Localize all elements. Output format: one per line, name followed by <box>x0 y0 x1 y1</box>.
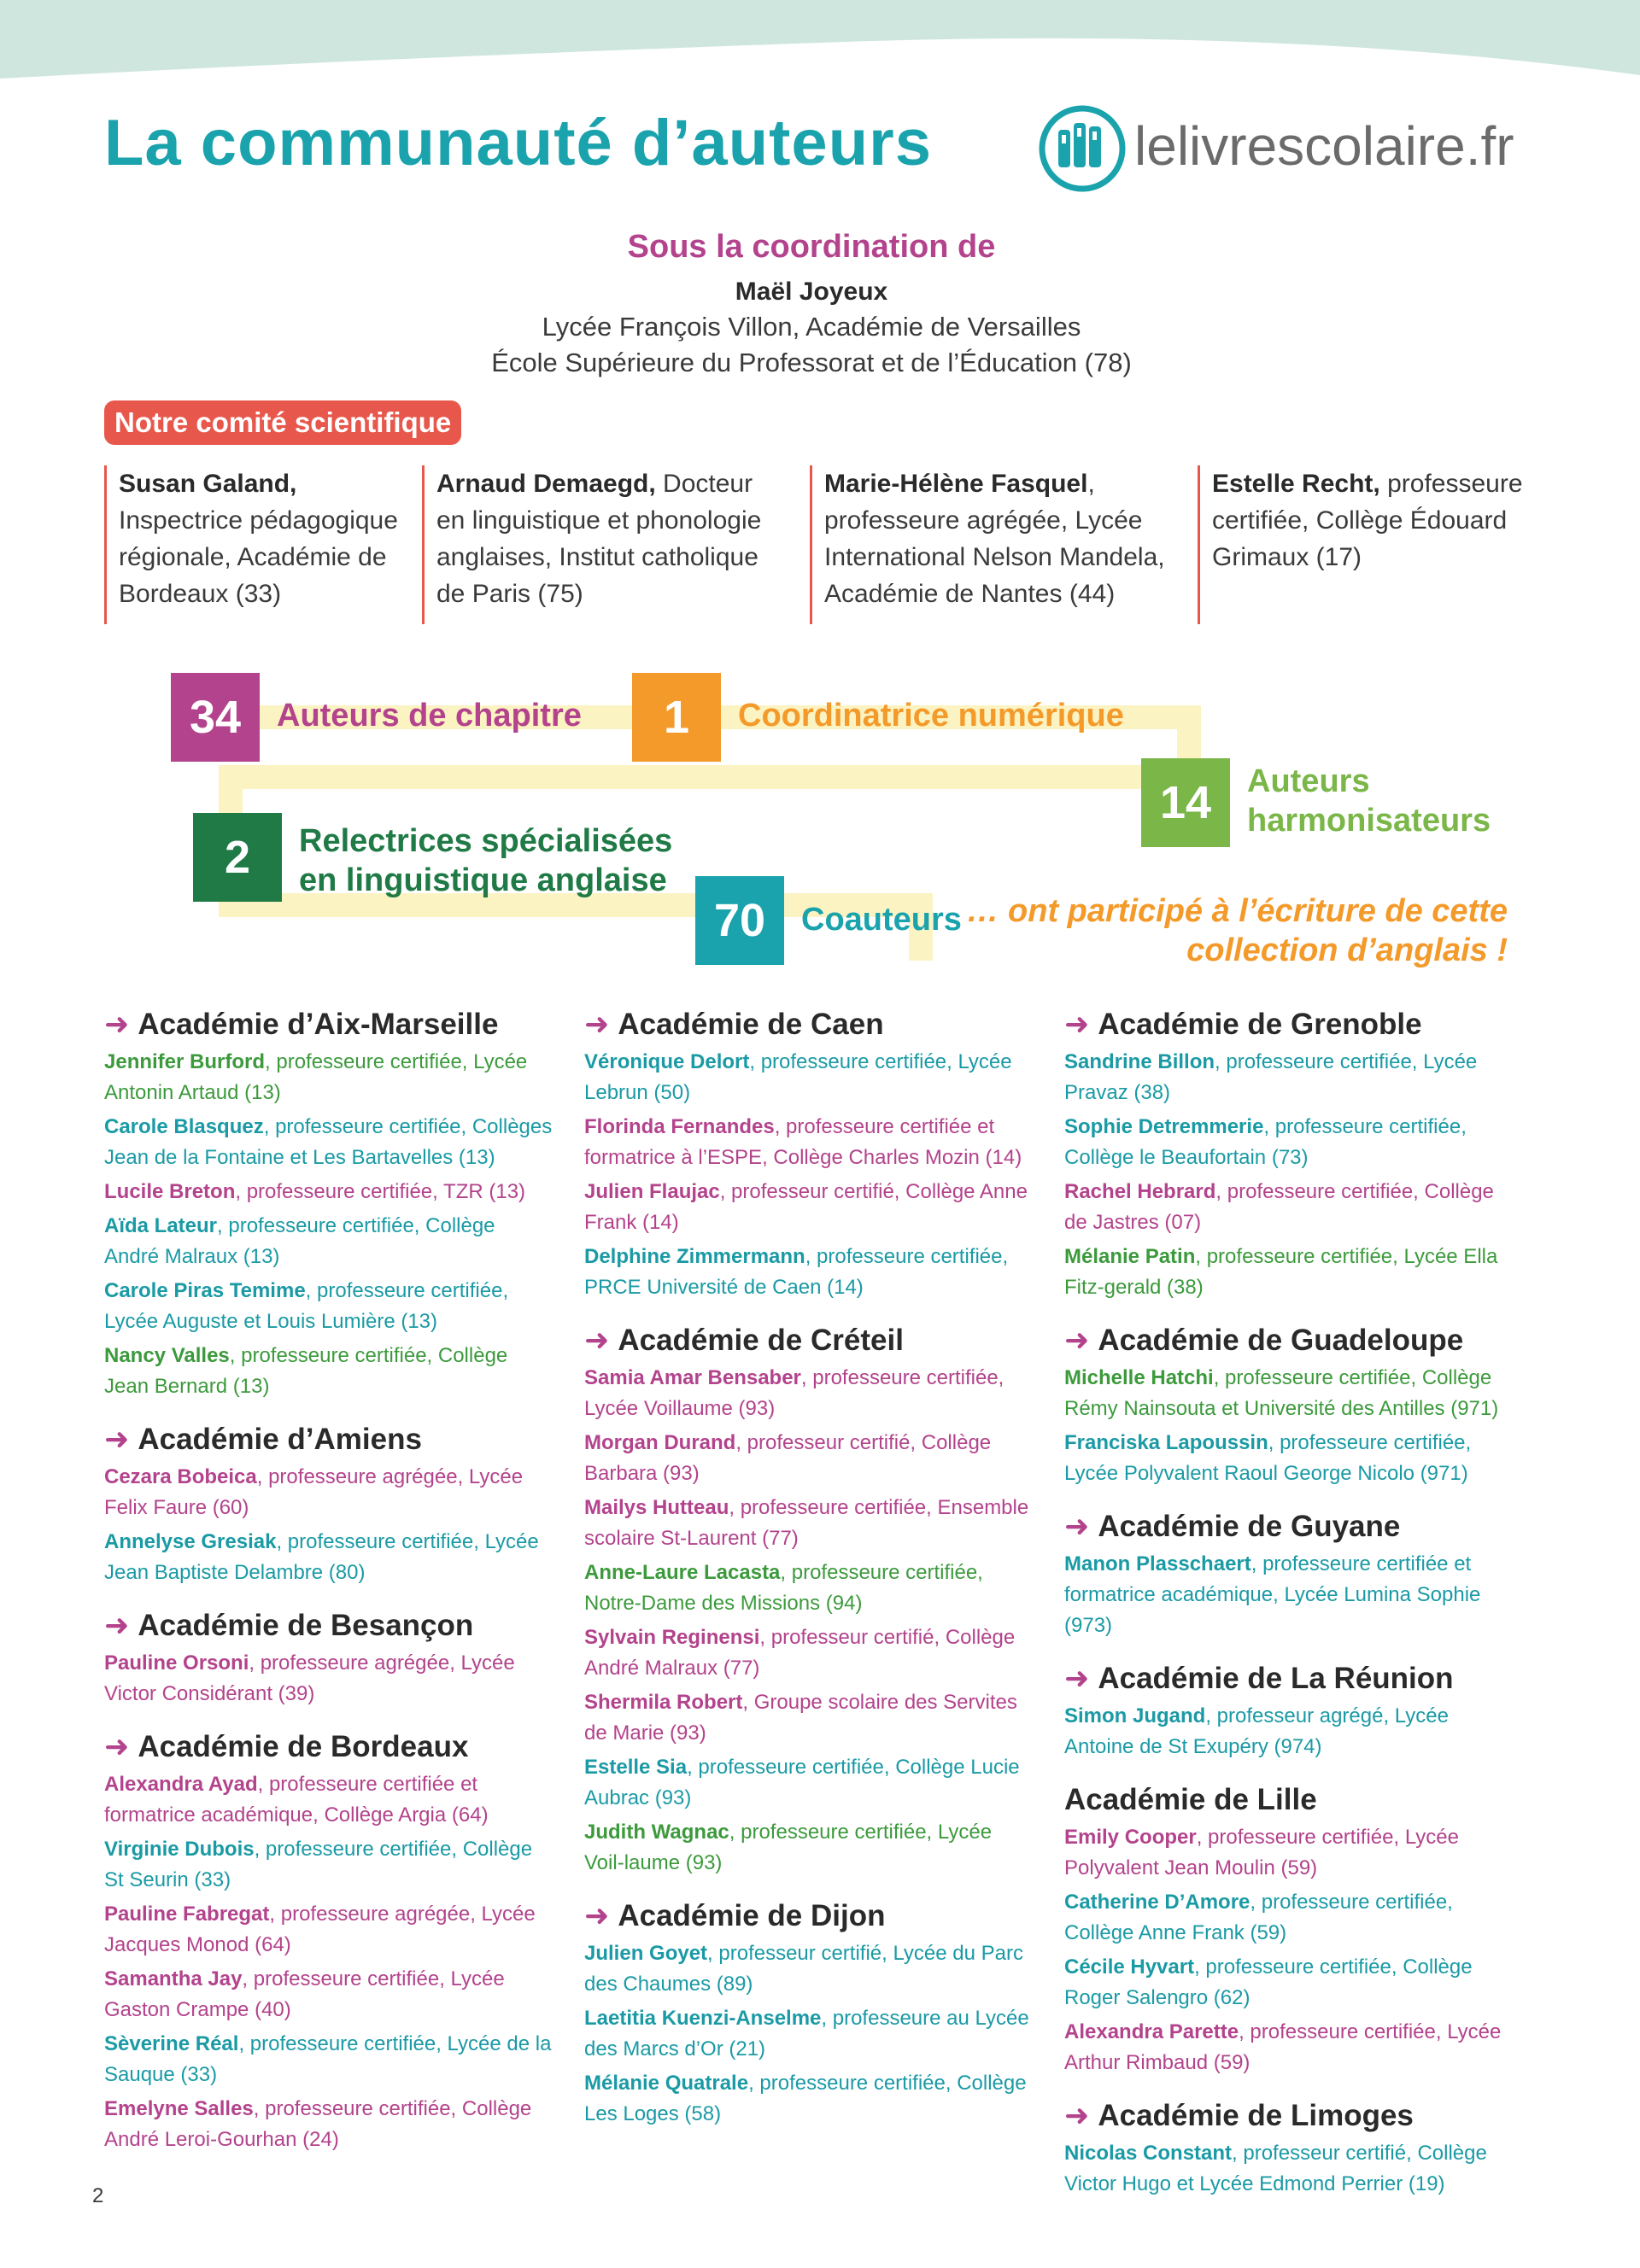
academy-title <box>584 1899 1033 1933</box>
author-desc: , professeure certifiée, Collège Jean Bernard (13) <box>104 1344 508 1398</box>
author-desc: , professeure certifiée, Lycée Antonin Artaud (13) <box>104 1050 528 1104</box>
author-name: Catherine D’Amore <box>1064 1891 1250 1914</box>
author-desc: , professeure certifiée, Lycée Voil-laume (93) <box>584 1821 993 1874</box>
academy-title <box>584 1008 1033 1042</box>
stat-harmon-count: 14 <box>1141 758 1230 847</box>
author-name: Delphine Zimmermann <box>584 1245 805 1268</box>
author-desc: , professeure agrégée, Lycée Jacques Monod (64) <box>104 1903 536 1956</box>
author-name: Nicolas Constant <box>1064 2142 1233 2165</box>
stat-readers-count: 2 <box>193 813 282 902</box>
brand-logo-text: lelivrescolaire.fr <box>1134 115 1514 177</box>
author-name: Morgan Durand <box>584 1431 736 1454</box>
author-name: Sèverine Réal <box>104 2032 239 2055</box>
author-entry <box>584 1363 1033 1424</box>
author-entry <box>1064 1047 1513 1108</box>
academy-block <box>584 1008 1033 1303</box>
author-desc: , professeure certifiée, Collège Lucie Aubrac (93) <box>584 1756 1020 1809</box>
author-desc: , professeure certifiée, Lycée Pravaz (38) <box>1064 1050 1478 1104</box>
author-desc: , professeure certifiée, Lycée de la Sauque (33) <box>104 2032 552 2086</box>
author-entry <box>584 1493 1033 1554</box>
author-desc: , professeure agrégée, Lycée Felix Faure (60) <box>104 1465 524 1519</box>
author-entry <box>584 1177 1033 1238</box>
academy-title-text: Académie de Guadeloupe <box>1098 1324 1464 1357</box>
author-name: Mélanie Patin <box>1064 1245 1196 1268</box>
author-desc: , professeure certifiée, Collège St Seurin (33) <box>104 1838 533 1891</box>
author-name: Emily Cooper <box>1064 1826 1197 1849</box>
comite-member-name: Arnaud Demaegd, <box>436 470 656 498</box>
author-entry <box>104 1276 553 1337</box>
academy-block <box>584 1899 1033 2130</box>
author-entry <box>1064 1428 1513 1489</box>
author-entry <box>1064 1549 1513 1641</box>
author-name: Julien Goyet <box>584 1942 708 1965</box>
author-desc: , professeure certifiée, Collège André Malraux (13) <box>104 1214 495 1268</box>
author-desc: , professeure certifiée, Collège Roger Salengro (62) <box>1064 1955 1473 2009</box>
author-desc: , professeure certifiée et formatrice académique, Collège Argia (64) <box>104 1773 489 1827</box>
academy-title-text: Académie d’Aix-Marseille <box>138 1008 499 1041</box>
author-name: Lucile Breton <box>104 1180 236 1203</box>
author-desc: , professeur certifié, Collège Victor Hugo et Lycée Edmond Perrier (19) <box>1064 2142 1487 2195</box>
author-name: Annelyse Gresiak <box>104 1530 277 1553</box>
author-entry <box>1064 1177 1513 1238</box>
arrow-right-icon: ➜ <box>584 1008 610 1041</box>
author-desc: , professeure certifiée, PRCE Université de Caen (14) <box>584 1245 1009 1299</box>
comite-member-desc: , professeure agrégée, Lycée International Nelson Mandela, Académie de Nantes (44) <box>824 470 1165 608</box>
closing-text <box>966 891 1508 970</box>
arrow-right-icon: ➜ <box>1064 1324 1090 1357</box>
author-name: Virginie Dubois <box>104 1838 255 1861</box>
stat-digital-count: 1 <box>632 673 721 762</box>
author-entry <box>584 1752 1033 1814</box>
comite-member-name: Estelle Recht, <box>1212 470 1380 498</box>
arrow-right-icon: ➜ <box>104 1730 130 1763</box>
academy-title-text: Académie de Lille <box>1064 1783 1317 1816</box>
comite-member-name: Susan Galand, <box>119 470 297 498</box>
comite-member <box>1198 465 1531 624</box>
academy-title <box>1064 1662 1513 1696</box>
author-entry <box>584 1047 1033 1108</box>
author-desc: , professeur certifié, Collège Barbara (93) <box>584 1431 992 1485</box>
academy-title-text: Académie de Dijon <box>618 1899 886 1932</box>
author-name: Manon Plasschaert <box>1064 1552 1251 1575</box>
stat-authors-count: 34 <box>171 673 260 762</box>
comite-member <box>104 465 420 624</box>
academy-title <box>104 1008 553 1042</box>
coordinator-affiliation-1: Lycée François Villon, Académie de Versailles <box>542 312 1081 342</box>
author-name: Samia Amar Bensaber <box>584 1366 801 1389</box>
author-name: Véronique Delort <box>584 1050 750 1073</box>
author-entry <box>1064 2017 1513 2078</box>
author-desc: , professeure certifiée, Lycée Lebrun (50) <box>584 1050 1012 1104</box>
stat-harmon-label-2: harmonisateurs <box>1247 803 1491 839</box>
author-entry <box>584 2068 1033 2130</box>
author-desc: , Groupe scolaire des Servites de Marie (93) <box>584 1691 1017 1745</box>
author-desc: , professeure au Lycée des Marcs d’Or (21) <box>584 2007 1029 2060</box>
author-entry <box>584 1428 1033 1489</box>
arrow-right-icon: ➜ <box>1064 2099 1090 2132</box>
author-name: Pauline Orsoni <box>104 1651 249 1675</box>
author-entry <box>104 1341 553 1402</box>
closing-line-1: … ont participé à l’écriture de cette <box>966 893 1508 929</box>
academy-block <box>1064 1662 1513 1762</box>
academy-title <box>1064 1510 1513 1544</box>
author-entry <box>584 1622 1033 1684</box>
author-name: Pauline Fabregat <box>104 1903 270 1926</box>
author-entry <box>584 1817 1033 1879</box>
author-name: Emelyne Salles <box>104 2097 254 2120</box>
arrow-right-icon: ➜ <box>584 1324 610 1357</box>
author-desc: , professeure certifiée, Ensemble scolaire St-Laurent (77) <box>584 1496 1029 1550</box>
arrow-right-icon: ➜ <box>104 1609 130 1642</box>
author-name: Julien Flaujac <box>584 1180 720 1203</box>
author-entry <box>104 2029 553 2090</box>
author-entry <box>584 1938 1033 2000</box>
author-name: Jennifer Burford <box>104 1050 266 1073</box>
author-desc: , professeure certifiée, Collège de Jastres (07) <box>1064 1180 1494 1234</box>
author-desc: , professeure certifiée, Lycée Polyvalent Raoul George Nicolo (971) <box>1064 1431 1472 1485</box>
academy-title-text: Académie d’Amiens <box>138 1423 422 1456</box>
author-entry <box>104 1769 553 1831</box>
academy-title-text: Académie de Guyane <box>1098 1510 1401 1543</box>
arrow-right-icon: ➜ <box>104 1008 130 1041</box>
author-desc: , professeure certifiée, Collèges Jean de la Fontaine et Les Bartavelles (13) <box>104 1115 553 1169</box>
author-name: Shermila Robert <box>584 1691 743 1714</box>
author-entry <box>1064 1242 1513 1303</box>
author-entry <box>104 1177 553 1207</box>
academy-title <box>1064 1783 1513 1817</box>
page-title: La communauté d’auteurs <box>104 107 932 179</box>
stat-coauthors-label: Coauteurs <box>801 902 962 938</box>
comite-member <box>810 465 1168 624</box>
academy-title-text: Académie de Caen <box>618 1008 884 1041</box>
academy-block <box>1064 1510 1513 1641</box>
coordinator-affiliation-2: École Supérieure du Professorat et de l’Éducation (78) <box>491 348 1132 377</box>
author-desc: , professeure certifiée, Lycée Polyvalent Jean Moulin (59) <box>1064 1826 1459 1879</box>
arrow-right-icon: ➜ <box>1064 1510 1090 1543</box>
coordination-title: Sous la coordination de <box>627 229 996 265</box>
author-name: Mélanie Quatrale <box>584 2072 749 2095</box>
academy-block <box>1064 1783 1513 2078</box>
author-desc: , professeure certifiée, Lycée Gaston Crampe (40) <box>104 1967 505 2021</box>
author-entry <box>1064 2138 1513 2200</box>
author-desc: , professeure agrégée, Lycée Victor Considérant (39) <box>104 1651 515 1705</box>
stat-coauthors-count: 70 <box>695 876 784 965</box>
author-entry <box>584 1242 1033 1303</box>
author-entry <box>1064 1701 1513 1762</box>
stat-harmon-label <box>1247 762 1491 840</box>
comite-member <box>422 465 781 624</box>
author-entry <box>1064 1112 1513 1173</box>
comite-member-desc: professeure certifiée, Collège Édouard Grimaux (17) <box>1212 470 1523 571</box>
arrow-right-icon: ➜ <box>1064 1008 1090 1041</box>
author-name: Franciska Lapoussin <box>1064 1431 1268 1454</box>
author-name: Laetitia Kuenzi-Anselme <box>584 2007 822 2030</box>
author-name: Samantha Jay <box>104 1967 243 1990</box>
author-name: Mailys Hutteau <box>584 1496 729 1519</box>
author-name: Anne-Laure Lacasta <box>584 1561 781 1584</box>
academy-title <box>1064 1008 1513 1042</box>
academy-block <box>1064 1008 1513 1303</box>
author-name: Carole Piras Temime <box>104 1279 306 1302</box>
academy-title <box>1064 2099 1513 2133</box>
author-name: Aïda Lateur <box>104 1214 218 1237</box>
author-desc: , professeur agrégé, Lycée Antoine de St Exupéry (974) <box>1064 1704 1449 1758</box>
author-desc: , professeure certifiée, Collège Les Loges (58) <box>584 2072 1027 2125</box>
author-desc: , professeure certifiée, Collège Rémy Nainsouta et Université des Antilles (971) <box>1064 1366 1499 1420</box>
author-desc: , professeur certifié, Collège Anne Frank (14) <box>584 1180 1028 1234</box>
academy-block <box>104 1008 553 1402</box>
author-desc: , professeure certifiée, Lycée Jean Baptiste Delambre (80) <box>104 1530 539 1584</box>
author-desc: , professeure certifiée, Lycée Voillaume (93) <box>584 1366 1004 1420</box>
author-entry <box>104 1112 553 1173</box>
author-entry <box>584 1558 1033 1619</box>
author-name: Sylvain Reginensi <box>584 1626 760 1649</box>
author-desc: , professeure certifiée, Notre-Dame des Missions (94) <box>584 1561 983 1615</box>
author-desc: , professeure certifiée et formatrice à l’ESPE, Collège Charles Mozin (14) <box>584 1115 1022 1169</box>
author-entry <box>104 1462 553 1523</box>
academy-title <box>104 1730 553 1764</box>
comite-member-desc: Inspectrice pédagogique régionale, Académie de Bordeaux (33) <box>119 506 398 608</box>
author-entry <box>104 1648 553 1710</box>
author-desc: , professeure certifiée, Collège André Leroi-Gourhan (24) <box>104 2097 532 2151</box>
academy-title-text: Académie de La Réunion <box>1098 1662 1454 1695</box>
author-desc: , professeure certifiée, TZR (13) <box>235 1180 526 1203</box>
author-name: Simon Jugand <box>1064 1704 1206 1727</box>
academy-title-text: Académie de Limoges <box>1098 2099 1414 2132</box>
academy-title-text: Académie de Bordeaux <box>138 1730 469 1763</box>
arrow-right-icon: ➜ <box>584 1899 610 1932</box>
academy-title <box>104 1423 553 1457</box>
academy-title <box>104 1609 553 1643</box>
author-name: Judith Wagnac <box>584 1821 729 1844</box>
book-logo-icon <box>1038 104 1128 194</box>
coordinator-name: Maël Joyeux <box>735 278 888 306</box>
academy-block <box>1064 2099 1513 2200</box>
author-entry <box>104 1047 553 1108</box>
author-name: Rachel Hebrard <box>1064 1180 1216 1203</box>
author-entry <box>1064 1952 1513 2014</box>
closing-line-2: collection d’anglais ! <box>1186 932 1508 968</box>
comite-member-name: Marie-Hélène Fasquel <box>824 470 1088 498</box>
top-decorative-band <box>0 0 1640 85</box>
academy-block <box>584 1324 1033 1879</box>
author-entry <box>104 1964 553 2025</box>
academy-title <box>584 1324 1033 1358</box>
author-desc: , professeur certifié, Collège André Malraux (77) <box>584 1626 1016 1680</box>
academy-column-1 <box>104 1008 553 2176</box>
author-desc: , professeure certifiée, Lycée Ella Fitz-gerald (38) <box>1064 1245 1498 1299</box>
academy-title-text: Académie de Grenoble <box>1098 1008 1422 1041</box>
author-entry <box>104 2094 553 2155</box>
coordination-block <box>427 229 1196 378</box>
author-name: Sandrine Billon <box>1064 1050 1215 1073</box>
stat-digital-label: Coordinatrice numérique <box>738 698 1124 734</box>
stat-readers-label <box>299 821 672 900</box>
author-name: Carole Blasquez <box>104 1115 264 1138</box>
brand-logo[interactable] <box>1038 102 1516 196</box>
author-name: Estelle Sia <box>584 1756 688 1779</box>
author-name: Cezara Bobeica <box>104 1465 257 1488</box>
author-entry <box>104 1211 553 1272</box>
author-desc: , professeure certifiée et formatrice académique, Lycée Lumina Sophie (973) <box>1064 1552 1481 1637</box>
academy-block <box>104 1730 553 2155</box>
author-entry <box>1064 1822 1513 1884</box>
author-name: Michelle Hatchi <box>1064 1366 1214 1389</box>
author-desc: , professeure certifiée, Lycée Auguste et Louis Lumière (13) <box>104 1279 509 1333</box>
author-entry <box>584 2003 1033 2065</box>
academy-title-text: Académie de Créteil <box>618 1324 904 1357</box>
academy-block <box>104 1609 553 1710</box>
arrow-right-icon: ➜ <box>1064 1662 1090 1695</box>
author-entry <box>104 1527 553 1588</box>
comite-badge: Notre comité scientifique <box>104 400 461 445</box>
academy-block <box>1064 1324 1513 1489</box>
author-desc: , professeur certifié, Lycée du Parc des Chaumes (89) <box>584 1942 1023 1996</box>
author-desc: , professeure certifiée, Collège le Beaufortain (73) <box>1064 1115 1467 1169</box>
author-entry <box>1064 1363 1513 1424</box>
arrow-right-icon: ➜ <box>104 1423 130 1456</box>
author-entry <box>584 1687 1033 1749</box>
stat-readers-label-2: en linguistique anglaise <box>299 862 667 898</box>
stat-readers-label-1: Relectrices spécialisées <box>299 823 673 859</box>
academy-column-3 <box>1064 1008 1513 2220</box>
academy-title-text: Académie de Besançon <box>138 1609 474 1642</box>
academy-block <box>104 1423 553 1588</box>
comite-member-desc: Docteur en linguistique et phonologie anglaises, Institut catholique de Paris (75) <box>436 470 762 608</box>
stat-authors-label: Auteurs de chapitre <box>277 698 582 734</box>
author-desc: , professeure certifiée, Lycée Arthur Rimbaud (59) <box>1064 2020 1502 2074</box>
academy-column-2 <box>584 1008 1033 2150</box>
author-entry <box>104 1899 553 1961</box>
author-entry <box>584 1112 1033 1173</box>
page-number: 2 <box>92 2184 104 2207</box>
author-name: Alexandra Ayad <box>104 1773 258 1796</box>
author-name: Cécile Hyvart <box>1064 1955 1195 1979</box>
author-name: Florinda Fernandes <box>584 1115 775 1138</box>
author-entry <box>1064 1887 1513 1949</box>
stat-harmon-label-1: Auteurs <box>1247 763 1370 799</box>
academy-title <box>1064 1324 1513 1358</box>
author-name: Nancy Valles <box>104 1344 230 1367</box>
author-entry <box>104 1834 553 1896</box>
author-desc: , professeure certifiée, Collège Anne Frank (59) <box>1064 1891 1453 1944</box>
author-name: Alexandra Parette <box>1064 2020 1239 2043</box>
author-name: Sophie Detremmerie <box>1064 1115 1264 1138</box>
